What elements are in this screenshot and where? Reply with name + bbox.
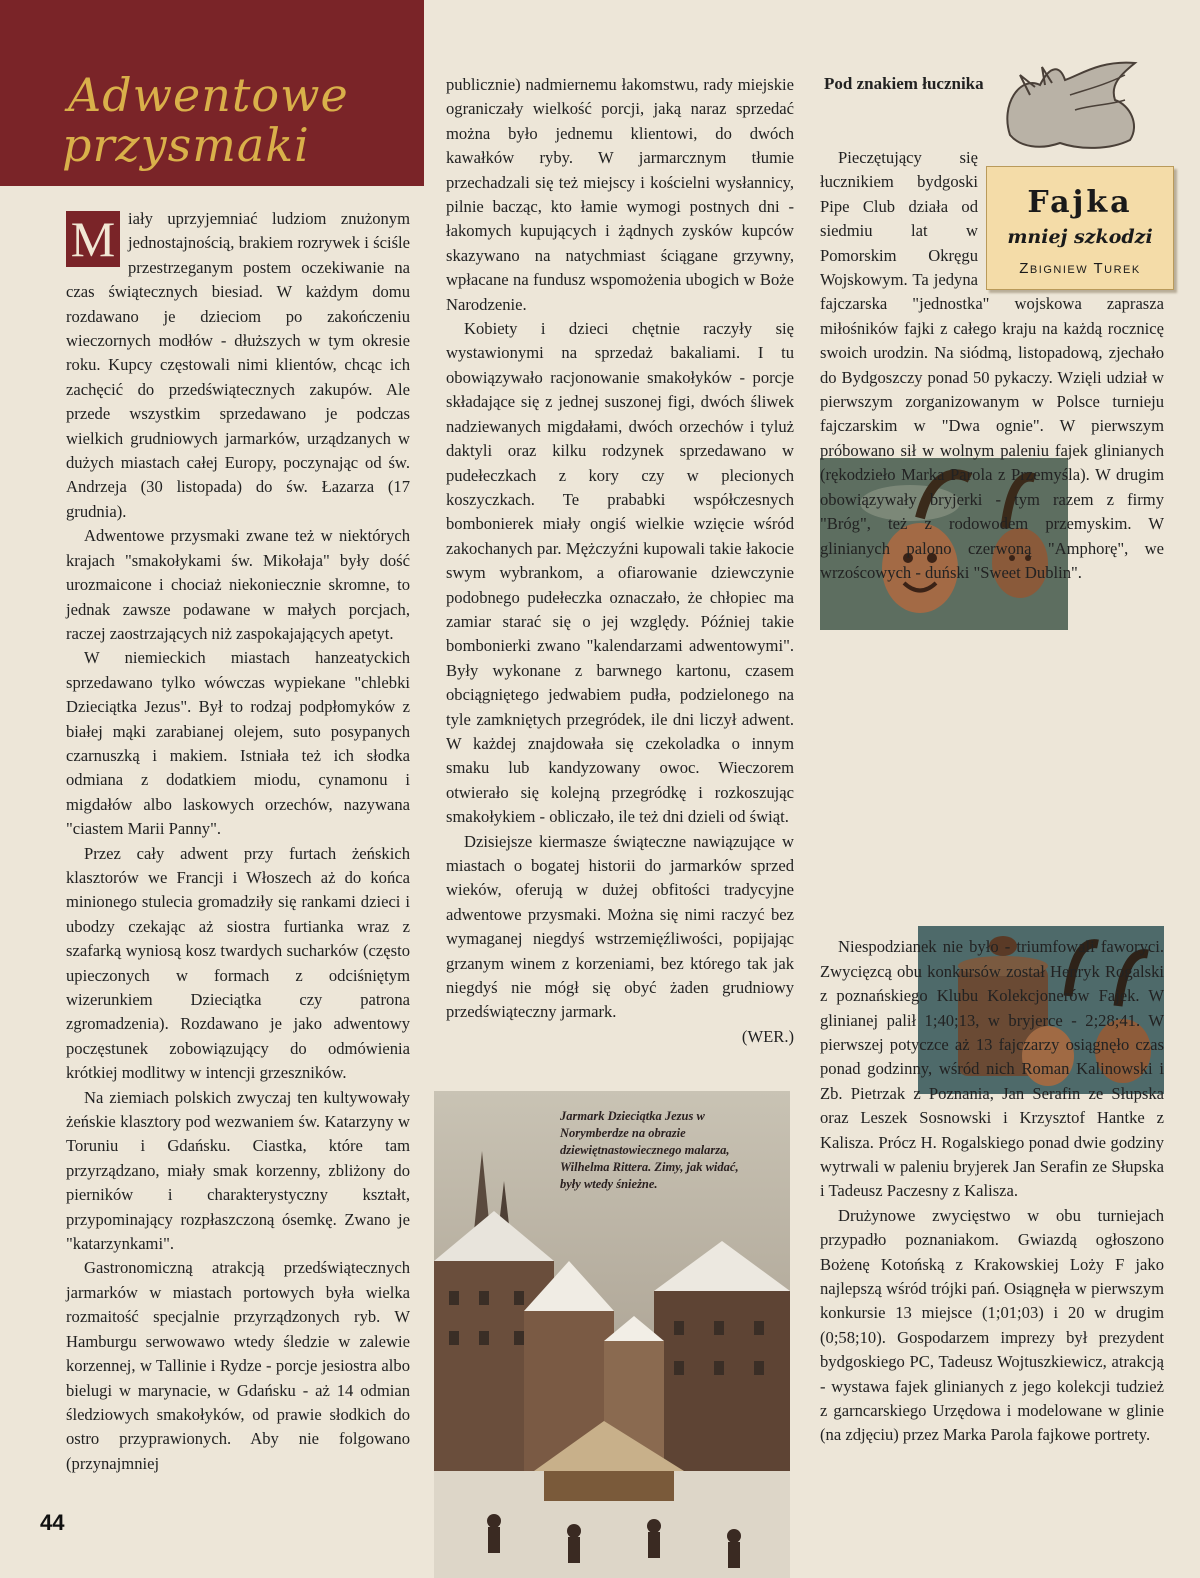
float-spacer-photo-2 (912, 763, 1164, 935)
author-signature: (WER.) (741, 1026, 794, 1046)
paragraph-1-text: iały uprzyjemniać ludziom znużonym jednostajnością, brakiem rozrywek i ściśle przestrzeganym postem oczekiwanie na czas świątecznych biesiad. W każdym domu rozdawano je dzieciom po zakończeniu wieczornych modłów - dłuższych w tym okresie roku. Kupcy częstowali nimi klientów, chcąc ich zachęcić do przedświątecznych zakupów. Ale przede wszystkim sprzedawano je podczas wielkich grudniowych jarmarków, urządzanych w dużych miastach całej Europy, poczynając od św. Andrzeja (30 listopada) do św. Łazarza (17 grudnia). (66, 209, 410, 521)
paragraph-7: publicznie) nadmiernemu łakomstwu, rady miejskie ograniczały wielkość porcji, jaką naraz sprzedać można było jednemu klientowi, do dwóch kawałków ryby. W jarmarcznym tłumie przechadzali się też miejscy i kościelni wysłannicy, pilnie bacząc, kto łamie wymogi postnych dni - łakomych kupujących i żądnych zysków kupców skazywano na natychmiast ściągane grzywny, wpłacane na fundusz wspomożenia ubogich w Boże Narodzenie. (446, 75, 794, 314)
paragraph-5: Na ziemiach polskich zwyczaj ten kultywowały żeńskie klasztory pod wezwaniem św. Katarzyny w Toruniu i Gdańsku. Ciastka, które tam przyrządzano, miały smak korzenny, zbliżony do pierników i charakterystyczny kształt, przypominający rozpłaszczoną ósemkę. Zwano je "katarzynkami". (66, 1087, 410, 1254)
sidebar-paragraph-3: Drużynowe zwycięstwo w obu turniejach przypadło poznaniakom. Gwiazdą ogłoszono Bożenę Kotońską z Krakowskiej Loży F jako najlepszą wśród trójki pań. Osiągnęła w pierwszym konkursie 13 miejsce (1;01;03) i 20 w drugim (0;58;10). Gospodarzem imprezy był prezydent bydgoskiego PC, Tadeusz Wojtuszkiewicz, atrakcją - wystawa fajek glinianych z jego kolekcji tudzież z garncarskiego Urzędowa i modelowane w glinie (na zdjęciu) przez Marka Parola fajkowe portrety. (820, 1205, 1164, 1445)
drop-cap: M (66, 211, 120, 267)
paragraph-4: Przez cały adwent przy furtach żeńskich klasztorów we Francji i Włoszech aż do końca minionego stulecia gromadziły się rankami dzieci i ubodzy czekając aż siostra furtianka wraz z szafarką wyniosą kosz twardych sucharków (często upieczonych w formach z odciśniętym wizerunkiem Dzieciątka czy patrona zgromadzenia). Rozdawano je jako adwentowy poczęstunek zobowiązujący do odmówienia krótkiej modlitwy w intencji grzeszników. (66, 843, 410, 1083)
badge-subtitle: mniej szkodzi (1007, 226, 1153, 248)
article-column-2 (446, 73, 794, 1049)
dragon-emblem (990, 55, 1150, 155)
paragraph-8: Kobiety i dzieci chętnie raczyły się wystawionymi na sprzedaż bakaliami. I tu obowiązywało racjonowanie smakołyków - porcje składające się z jednej suszonej figi, dwóch śliwek nadziewanych migdałami, dwóch orzechów i tyluż daktyli oraz kilku rodzynek sprzedawano w pudełeczkach z kory czy w plecionych koszyczkach. Te prababki współczesnych bombonierek miały ongiś wielkie wzięcie wśród zakochanych par. Mężczyźni kupowali takie łakocie swym wybrankom, a ofiarowanie dziewczynie podobnego pudełeczka oznaczało, że chłopiec ma zamiar starać się o jej względy. Później takie bombonierki zwano "kalendarzami adwentowymi". Były wykonane z barwnego kartonu, czasem obciągniętego jedwabiem pudła, podzielonego na tyle zamkniętych przegródek, ile dni liczył adwent. W każdej znajdowała się czekoladka o innym smaku lub kandyzowany owoc. Wieczorem otwierało się kolejną przegródkę i rozkoszując smakołykiem - obliczało, ile też dni dzieli od świąt. (446, 319, 794, 827)
badge-author: Zbigniew Turek (1019, 260, 1141, 277)
title-line-1: Adwentowe (68, 68, 349, 122)
title-line-2: przysmaki (62, 118, 310, 172)
float-spacer-photo-1 (820, 585, 1074, 763)
sidebar-paragraph-1: Pieczętujący się łucznikiem bydgoski Pipe Club działa od siedmiu lat w Pomorskim Okręgu Wojskowym. Ta jedyna fajczarska "jednostka" wojskowa zaprasza miłośników fajki z całego kraju na każdą rocznicę swoich urodzin. Na siódmą, listopadową, zjechało do Bydgoszczy ponad 50 pykaczy. Wzięli udział w pierwszym zorganizowanym w Polsce turnieju fajczarskim w "Dwa ognie". W pierwszym próbowano sił w wolnym paleniu fajek glinianych (rękodzieło Marka Parola z Przemyśla). W drugim obowiązywały bryjerki - tym razem z firmy "Bróg", też z rodowodem przemyskim. W glinianych palono czerwoną "Amphorę", we wrzoścowych - duński "Sweet Dublin". (820, 148, 1164, 582)
paragraph-6: Gastronomiczną atrakcją przedświątecznych jarmarków w miastach portowych była wielka rozmaitość specjalnie przyrządzonych ryb. W Hamburgu serwowawo wtedy śledzie w zalewie korzennej, w Tallinie i Rydze - porcje jesiostra albo bielugi w marynacie, w Gdańsku - aż 14 odmian śledziowych smakołyków, od prawie słodkich do ostro przyprawionych. Aby nie folgowano (przynajmniej (66, 1258, 410, 1473)
float-spacer-badge (978, 146, 1164, 288)
article-column-1 (66, 207, 410, 1476)
badge-title: Fajka (1027, 185, 1133, 220)
sidebar-heading: Pod znakiem łucznika (824, 74, 984, 93)
page-number: 44 (40, 1510, 65, 1535)
sidebar-paragraph-2: Niespodzianek nie było - triumfowali faworyci. Zwycięzcą obu konkursów został Henryk Rogalski z poznańskiego Klubu Kolekcjonerów Fajek. W glinianej palił 1;40;13, w bryjerce - 2;28;41. W pierwszej potyczce aż 13 fajczarzy osiągnęło czas ponad godzinny, wśród nich Roman Kalinowski i Zb. Pietrzak z Poznania, Jan Serafin ze Słupska oraz Leszek Sosnowski i Krzysztof Hantke z Kalisza. Prócz H. Rogalskiego ponad dwie godziny wytrwali w paleniu bryjerek Jan Serafin ze Słupska i Tadeusz Paczesny z Kalisza. (820, 937, 1164, 1201)
paragraph-1 (66, 207, 410, 524)
paragraph-9: Dzisiejsze kiermasze świąteczne nawiązujące w miastach o bogatej historii do jarmarków sprzed wieków, oferują w dużej obfitości tradycyjne adwentowe przysmaki. Można się nimi raczyć bez wymaganej niegdyś wstrzemięźliwości, popijając grzanym winem z korzeniami, bez którego tak jak niegdyś nie mógł się obyć żaden grudniowy przedświąteczny jarmark. (446, 831, 794, 1022)
paragraph-2: Adwentowe przysmaki zwane też w niektórych krajach "smakołykami św. Mikołaja" były dość urozmaicone i chociaż niekoniecznie skromne, to jednak zawsze podawane w małych porcjach, raczej zaostrzających niż zaspokajających apetyt. (66, 526, 410, 643)
dragon-icon (990, 55, 1150, 155)
painting-caption: Jarmark Dzieciątka Jezus w Norymberdze na obrazie dziewiętnastowiecznego malarza, Wilhelma Rittera. Zimy, jak widać, były wtedy śnieżne. (560, 1109, 739, 1191)
paragraph-3: W niemieckich miastach hanzeatyckich sprzedawano tylko wówczas wypiekane "chlebki Dzieciątka Jezus". Był to rodzaj podpłomyków z białej mąki zarabianej olejem, suto posypanych czarnuszką i makiem. Istniała też ich słodka odmiana z dodatkiem miodu, cynamonu i migdałów albo laskowych orzechów, nazywana "ciastem Marii Panny". (66, 648, 410, 839)
sidebar-text-column (820, 146, 1164, 1448)
article-title (62, 68, 418, 172)
title-banner (0, 0, 424, 186)
